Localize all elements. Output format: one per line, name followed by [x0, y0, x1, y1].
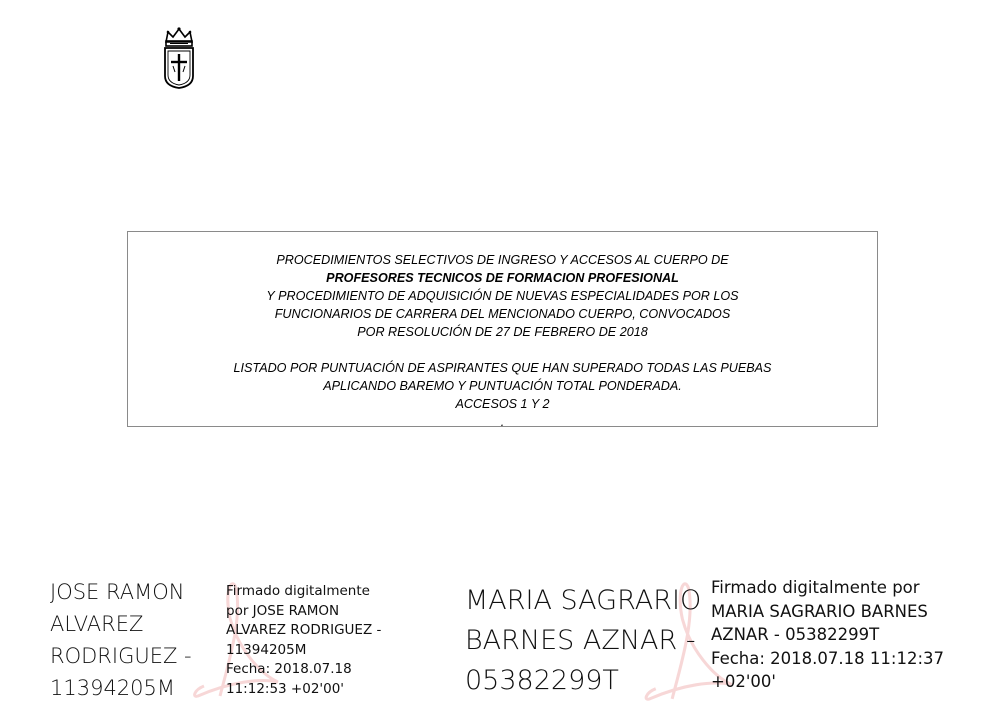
signature-detail-line: Firmado digitalmente [226, 583, 370, 599]
signature-detail-line: por JOSE RAMON [226, 602, 340, 619]
signature-detail-line: Firmado digitalmente por [711, 578, 920, 597]
signature-time-line: 11:12:53 +02'00' [226, 680, 345, 697]
notice-line: FUNCIONARIOS DE CARRERA DEL MENCIONADO CUERPO, CONVOCADOS [274, 307, 731, 321]
list-line: . [500, 415, 505, 429]
signer-name-line: 05382299T [465, 665, 619, 696]
signature-date-line: Fecha: 2018.07.18 [226, 661, 352, 677]
signature-date-line: Fecha: 2018.07.18 11:12:37 [711, 648, 945, 668]
asturias-coat-of-arms-icon [160, 26, 198, 90]
notice-box [127, 231, 878, 427]
signer-name-line: ALVAREZ [50, 612, 144, 636]
signature-detail-line: AZNAR - 05382299T [711, 625, 880, 644]
notice-line: POR RESOLUCIÓN DE 27 DE FEBRERO DE 2018 [357, 325, 648, 339]
signer-name-line: MARIA SAGRARIO [465, 585, 702, 616]
notice-line: Y PROCEDIMIENTO DE ADQUISICIÓN DE NUEVAS ESPECIALIDADES POR LOS [266, 289, 739, 303]
signature-time-line: +02'00' [711, 672, 776, 691]
list-line: ACCESOS 1 Y 2 [455, 397, 550, 411]
notice-line: PROCEDIMIENTOS SELECTIVOS DE INGRESO Y ACCESOS AL CUERPO DE [276, 253, 729, 267]
signature-detail-line: 11394205M [226, 641, 307, 658]
list-line: LISTADO POR PUNTUACIÓN DE ASPIRANTES QUE HAN SUPERADO TODAS LAS PUEBAS [233, 361, 772, 375]
signer-name-line: RODRIGUEZ - [50, 644, 192, 668]
notice-line-title: PROFESORES TECNICOS DE FORMACION PROFESIONAL [326, 271, 679, 285]
signer-name [465, 581, 701, 701]
signature-detail-line: ALVAREZ RODRIGUEZ - [226, 622, 382, 638]
signer-name [50, 576, 192, 704]
signature-details [711, 576, 944, 694]
signer-name-line: 11394205M [50, 676, 176, 700]
signer-name-line: BARNES AZNAR - [465, 625, 696, 656]
signature-details [226, 582, 381, 699]
signer-name-line: JOSE RAMON [50, 580, 185, 604]
list-line: APLICANDO BAREMO Y PUNTUACIÓN TOTAL PONDERADA. [323, 379, 682, 393]
notice-spacer [128, 341, 877, 359]
signature-detail-line: MARIA SAGRARIO BARNES [711, 601, 928, 621]
